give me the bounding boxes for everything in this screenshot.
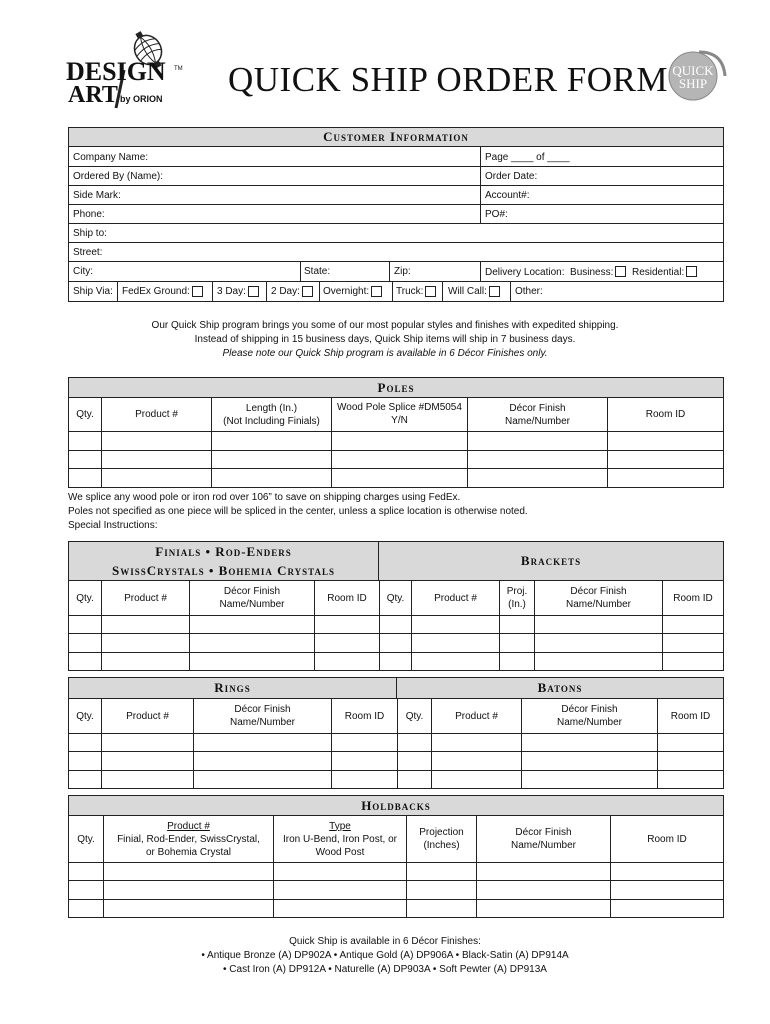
checkbox-icon [615, 266, 626, 277]
three-day-checkbox[interactable]: 3 Day: [217, 282, 259, 301]
customer-information-section [68, 127, 724, 302]
ship-to-field[interactable]: Ship to: [73, 228, 107, 239]
footer-line2: • Antique Bronze (A) DP902A • Antique Gold (A) DP906A • Black-Satin (A) DP914A [201, 950, 569, 961]
svg-text:QUICK: QUICK [672, 63, 714, 78]
holdbacks-projection-header: Projection (Inches) [419, 827, 464, 851]
poles-length-header: Length (In.) (Not Including Finials) [223, 402, 320, 427]
brackets-qty-header: Qty. [386, 592, 405, 604]
holdbacks-finish-header: Décor Finish Name/Number [510, 827, 577, 851]
holdbacks-product-header: Product # Finial, Rod-Ender, SwissCrystal, or Bohemia Crystal [117, 820, 260, 858]
holdbacks-heading: Holdbacks [69, 796, 723, 816]
rings-product-header: Product # [126, 710, 169, 722]
rings-room-header: Room ID [344, 710, 385, 722]
poles-splice-header: Wood Pole Splice #DM5054 Y/N [337, 402, 462, 426]
pole-notes [68, 491, 528, 533]
page-title: QUICK SHIP ORDER FORM [228, 60, 668, 99]
brackets-finish-header: Décor Finish Name/Number [565, 586, 632, 610]
rings-finish-header: Décor Finish Name/Number [229, 704, 296, 728]
finials-brackets-section [68, 541, 724, 671]
batons-product-header: Product # [455, 710, 498, 722]
pole-note-line1: We splice any wood pole or iron rod over 106” to save on shipping charges using FedEx. [68, 492, 461, 503]
business-checkbox[interactable]: Business: [570, 267, 626, 278]
overnight-checkbox[interactable]: Overnight: [323, 282, 382, 301]
design-art-logo [66, 26, 190, 116]
poles-section [68, 377, 724, 488]
customer-information-heading: Customer Information [69, 128, 723, 147]
phone-field[interactable]: Phone: [73, 209, 105, 220]
other-field[interactable]: Other: [515, 286, 543, 297]
checkbox-icon [248, 286, 259, 297]
brackets-room-header: Room ID [673, 592, 713, 604]
po-field[interactable]: PO#: [485, 209, 508, 220]
rings-qty-header: Qty. [76, 710, 94, 722]
zip-field[interactable]: Zip: [394, 266, 411, 277]
poles-qty-header: Qty. [76, 409, 94, 420]
svg-text:TM: TM [174, 66, 183, 72]
company-name-field[interactable]: Company Name: [73, 152, 149, 163]
holdbacks-type-header: Type Iron U-Bend, Iron Post, or Wood Post [283, 820, 397, 858]
finials-qty-header: Qty. [76, 592, 94, 604]
finials-finish-header: Décor Finish Name/Number [219, 586, 285, 610]
checkbox-icon [192, 286, 203, 297]
logo-line1: DESIGN [66, 57, 166, 86]
delivery-location-label: Delivery Location: Business: Residential: [485, 266, 697, 278]
logo-by: by ORION [120, 94, 163, 104]
checkbox-icon [425, 286, 436, 297]
truck-checkbox[interactable]: Truck: [396, 282, 436, 301]
batons-qty-header: Qty. [405, 710, 424, 722]
checkbox-icon [371, 286, 382, 297]
street-field[interactable]: Street: [73, 247, 103, 258]
intro-line1: Our Quick Ship program brings you some of our most popular styles and finishes with expedited shipping. [151, 320, 619, 331]
brackets-proj-header: Proj. (In.) [506, 586, 528, 610]
page-of-field[interactable]: Page ____ of ____ [485, 152, 570, 163]
finials-heading: Finials • Rod-Enders SwissCrystals • Bohemia Crystals [69, 542, 379, 581]
checkbox-icon [489, 286, 500, 297]
poles-product-header: Product # [135, 409, 178, 420]
order-date-field[interactable]: Order Date: [485, 171, 538, 182]
special-instructions-field[interactable]: Special Instructions: [68, 520, 158, 531]
intro-line3: Please note our Quick Ship program is available in 6 Décor Finishes only. [222, 348, 548, 359]
poles-heading: Poles [69, 378, 723, 398]
holdbacks-section [68, 795, 724, 918]
city-field[interactable]: City: [73, 266, 93, 277]
poles-room-header: Room ID [645, 409, 686, 420]
svg-text:SHIP: SHIP [678, 76, 708, 91]
side-mark-field[interactable]: Side Mark: [73, 190, 121, 201]
rings-batons-section [68, 677, 724, 789]
ordered-by-field[interactable]: Ordered By (Name): [73, 171, 164, 182]
account-field[interactable]: Account#: [485, 190, 530, 201]
finials-room-header: Room ID [327, 592, 367, 604]
logo-line2: ART [68, 82, 118, 108]
finials-product-header: Product # [124, 592, 167, 604]
pole-note-line2: Poles not specified as one piece will be spliced in the center, unless a splice location is otherwise noted. [68, 506, 528, 517]
poles-finish-header: Décor Finish Name/Number [504, 402, 571, 427]
will-call-checkbox[interactable]: Will Call: [448, 282, 500, 301]
batons-room-header: Room ID [670, 710, 711, 722]
batons-heading: Batons [397, 678, 723, 699]
holdbacks-qty-header: Qty. [77, 833, 95, 845]
footer-line3: • Cast Iron (A) DP912A • Naturelle (A) DP903A • Soft Pewter (A) DP913A [223, 964, 547, 975]
quick-ship-badge [663, 48, 727, 102]
two-day-checkbox[interactable]: 2 Day: [271, 282, 313, 301]
checkbox-icon [302, 286, 313, 297]
brackets-product-header: Product # [434, 592, 477, 604]
residential-checkbox[interactable]: Residential: [632, 267, 697, 278]
intro-line2: Instead of shipping in 15 business days, Quick Ship items will ship in 7 business days. [194, 334, 576, 345]
footer-line1: Quick Ship is available in 6 Décor Finishes: [289, 936, 481, 947]
brackets-heading: Brackets [379, 542, 723, 581]
ship-via-label: Ship Via: [73, 286, 113, 297]
state-field[interactable]: State: [304, 266, 331, 277]
holdbacks-room-header: Room ID [647, 833, 687, 845]
batons-finish-header: Décor Finish Name/Number [556, 704, 623, 728]
fedex-ground-checkbox[interactable]: FedEx Ground: [122, 282, 203, 301]
rings-heading: Rings [69, 678, 397, 699]
checkbox-icon [686, 266, 697, 277]
